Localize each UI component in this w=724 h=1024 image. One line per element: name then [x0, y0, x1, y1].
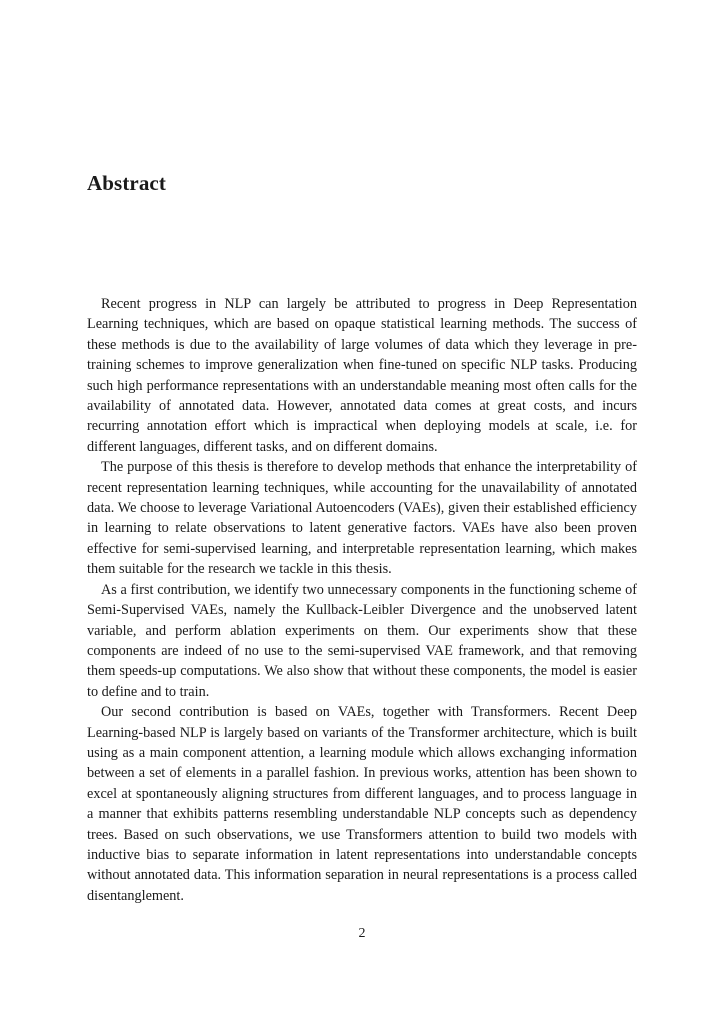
paragraph-1: Recent progress in NLP can largely be attributed to progress in Deep Representation Learning techniques, which are based on opaque statistical learning methods. The success of these methods is due to the availability of large volumes of data which they leverage in pre-training schemes to improve generalization when fine-tuned on specific NLP tasks. Producing such high performance representations with an understandable meaning most often calls for the availability of annotated data. However, annotated data comes at great costs, and incurs recurring annotation effort which is impractical when deploying models at scale, i.e. for different languages, different tasks, and on different domains.	[87, 296, 637, 455]
paragraph-3: As a first contribution, we identify two unnecessary components in the functioning scheme of Semi-Supervised VAEs, namely the Kullback-Leibler Divergence and the unobserved latent variable, and perform ablation experiments on them. Our experiments show that these components are indeed of no use to the semi-supervised VAE framework, and that removing them speeds-up computations. We also show that without these components, the model is easier to define and to train.	[87, 581, 637, 700]
abstract-body	[87, 294, 637, 906]
page-number: 2	[358, 926, 366, 941]
paragraph-2: The purpose of this thesis is therefore to develop methods that enhance the interpretability of recent representation learning techniques, while accounting for the unavailability of annotated data. We choose to leverage Variational Autoencoders (VAEs), given their established efficiency in learning to relate observations to latent generative factors. VAEs have also been proven effective for semi-supervised learning, and interpretable representation learning, which makes them suitable for the research we tackle in this thesis.	[87, 459, 637, 578]
paragraph-4: Our second contribution is based on VAEs, together with Transformers. Recent Deep Learning-based NLP is largely based on variants of the Transformer architecture, which is built using as a main component attention, a learning module which allows exchanging information between a set of elements in a parallel fashion. In previous works, attention has been shown to excel at spontaneously aligning structures from different languages, and to process language in a manner that exhibits patterns resembling understandable NLP concepts such as dependency trees. Based on such observations, we use Transformers attention to build two models with inductive bias to separate information in latent representations into understandable concepts without annotated data. This information separation in neural representations is a process called disentanglement.	[87, 704, 637, 904]
chapter-title: Abstract	[87, 171, 166, 195]
